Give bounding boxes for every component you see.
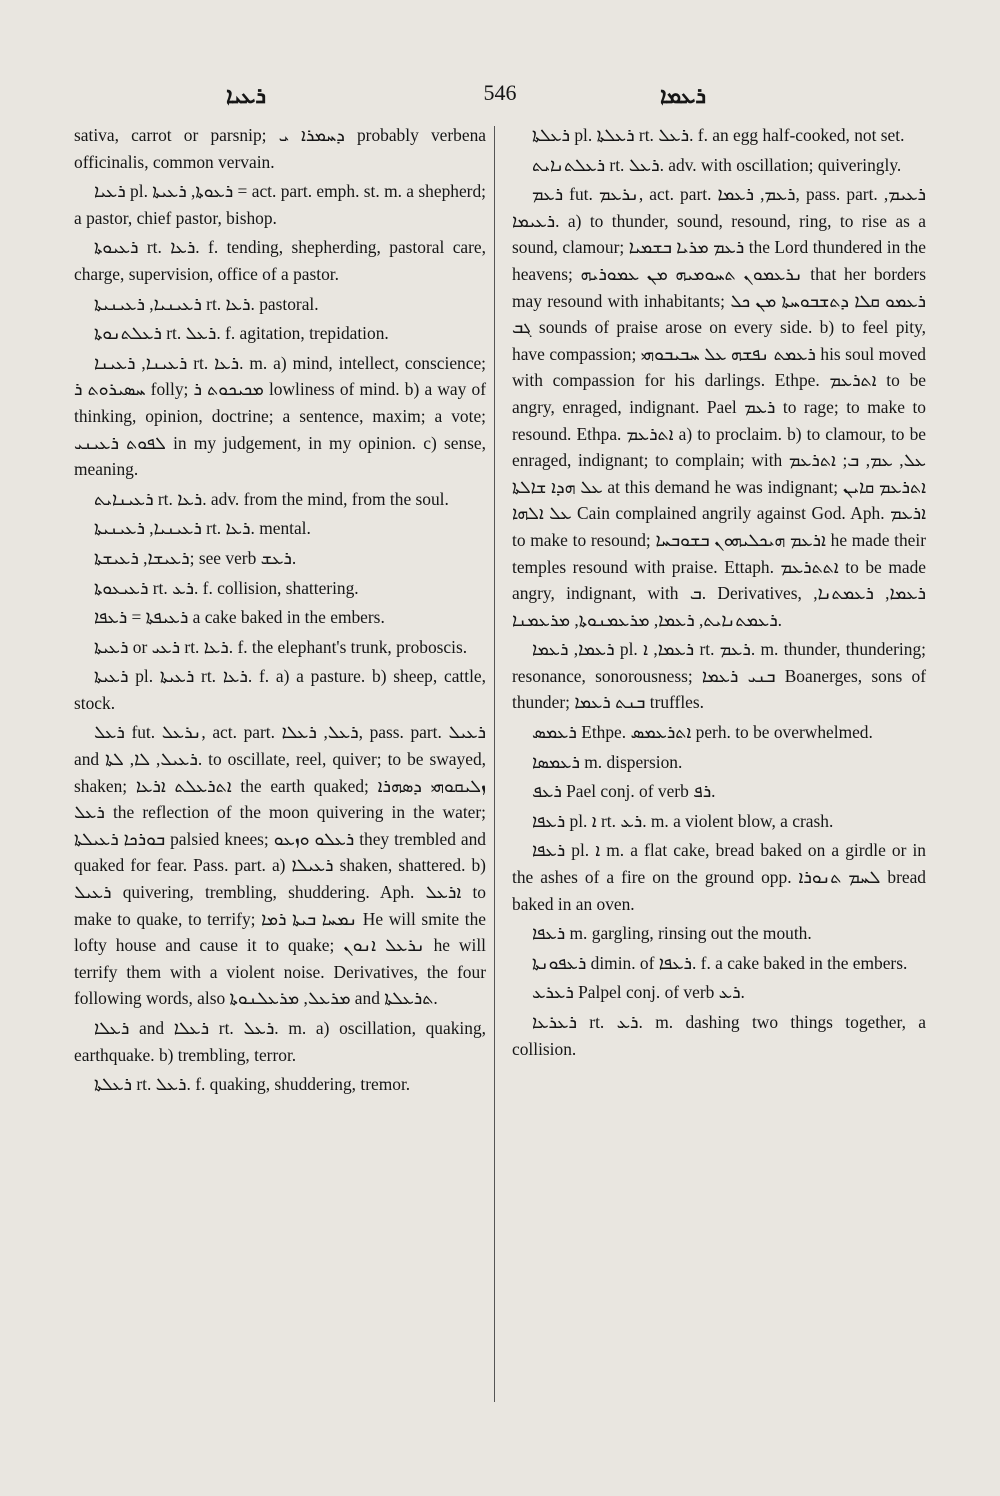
dictionary-entry: ܪܥܦ Pael conj. of verb ܪܦ. (532, 781, 716, 802)
dictionary-entry: ܪܥܡܣܐ m. dispersion. (532, 751, 683, 772)
dictionary-entry: ܪܥܝܬܐ or ܪܥܝ rt. ܪܥܐ. f. the elephant's trunk, proboscis. (94, 636, 468, 657)
dictionary-entry: ܪܥܪܥܐ rt. ܪܥ. m. dashing two things together, a collision. (512, 1012, 927, 1059)
dictionary-entry: ܪܥܠ fut. ܢܪܥܠ, act. part. ܪܥܠ, ܪܥܠܐ, pass. part. ܪܥܝܠ and ܪܥܝܠ, ܠܐ, ܠܬܐ. to oscillate, reel, quiver; to be swayed, shaken; ܐܬܪܥܠܬ ܐܪܥܐ the earth quaked; ܙܠܝܩܘܗܝ ܕܣܗܪܐ ܪܥܠ the reflection of the moon quivering in the water; ܒܘܪܟܐ ܪܥܝܠܬܐ palsied knees; ܪܥܠܘ ܘܙܥܘ they trembled and quaked for fear. Pass. part. a) ܪܥܝܠܐ shaken, shattered. b) ܪܥܝܠ quivering, trembling, shuddering. Aph. ܐܪܥܠ to make to quake, to terrify; ܢܡܚܐ ܒܝܬܐ ܪܡܐ He will smite the lofty house and cause it to quake; ܢܪܥܠ ܐܢܘܢ he will terrify them with a violent noise. Derivatives, the four following words, also ܡܪܥܠ, ܡܪܥܠܢܘܬܐ and ܬܪܥܠܬܐ. (74, 722, 486, 1009)
dictionary-entry: ܪܥܠܐ and ܪܥܠܐ rt. ܪܥܠ. m. a) oscillation, quaking, earthquake. b) trembling, terror. (74, 1018, 486, 1065)
page-header (0, 80, 1000, 114)
dictionary-entry: ܪܥܡܣ Ethpe. ܐܬܪܥܡܣ perh. to be overwhelmed. (532, 722, 873, 743)
dictionary-entry: ܪܥܝܢܐ, ܪܥܝܢܐ rt. ܪܥܐ. m. a) mind, intellect, conscience; ܚܣܝܪܘܬ ܪ folly; ܡܟܝܟܘܬ ܪ lowliness of mind. b) a way of thinking, opinion, doctrine; a sentence, maxim; a vote; ܠܦܘܬ ܪܥܝܢܝ in my judgement, in my opinion. c) sense, meaning. (74, 352, 487, 480)
dictionary-entry: ܪܥܝܬܐ pl. ܪܥܝܬܐ rt. ܪܥܐ. f. a) a pasture. b) sheep, cattle, stock. (74, 666, 486, 713)
dictionary-entry: ܪܥܦܘܢܬܐ dimin. of ܪܥܦܐ. f. a cake baked in the embers. (532, 952, 908, 973)
dictionary-entry: ܪܥܠܬܢܘܬܐ rt. ܪܥܠ. f. agitation, trepidation. (94, 323, 389, 344)
dictionary-entry: ܪܥܦܐ pl. ܐ m. a flat cake, bread baked on a girdle or in the ashes of a fire on the ground opp. ܠܚܡ ܬܢܘܪܐ bread baked in an oven. (512, 840, 927, 914)
dictionary-entry: ܪܥܝܘܬܐ rt. ܪܥܐ. f. tending, shepherding, pastoral care, charge, supervision, office of a pastor. (74, 237, 487, 284)
dictionary-entry: ܪܥܠܬܢܐܝܬ rt. ܪܥܠ. adv. with oscillation; quiveringly. (532, 154, 902, 175)
column-divider (494, 126, 495, 1402)
dictionary-entry: ܪܥܦܐ pl. ܐ rt. ܪܥ. m. a violent blow, a crash. (532, 810, 834, 831)
dictionary-entry: ܪܥܠܬܐ pl. ܪܥܠܬܐ rt. ܪܥܠ. f. an egg half-cooked, not set. (532, 125, 905, 145)
page-number: 546 (483, 80, 517, 105)
dictionary-entry: ܪܥܠܬܐ rt. ܪܥܠ. f. quaking, shuddering, tremor. (94, 1074, 411, 1095)
dictionary-entry: sativa, carrot or parsnip; ܕܚܡܪܐ ܝ probably verbena officinalis, common vervain. (74, 125, 486, 172)
right-column (512, 122, 926, 1065)
dictionary-entry: ܪܥܡ fut. ܢܪܥܡ, act. part. ܪܥܡ, ܪܥܡܐ, pass. part. ܪܥܝܡ, ܪܥܝܡܐ. a) to thunder, sound, resound, ring, to rise as a sound, clamour; ܪܥܡ ܡܪܝܐ ܒܫܡܝܐ the Lord thundered in the heavens; ܢܪܥܡܘܢ ܬܚܘܡܝܗ ܡܢ ܥܡܘܪܝܗ that her borders may resound with inhabitants; ܪܥܡܘ ܩܠܐ ܕܬܫܒܘܚܬܐ ܡܢ ܟܠ ܓܒ sounds of praise arose on every side. b) to feel pity, have compassion; ܪܥܡܬ ܢܦܫܗ ܥܠ ܚܒܝܒܘܗܝ his soul moved with compassion for his darlings. Ethpe. ܐܬܪܥܡ to be angry, enraged, indignant. Pael ܪܥܡ to rage; to make to resound. Ethpa. ܐܬܪܥܡ a) to proclaim. b) to clamour, to be enraged, indignant; to complain; with ܥܠ, ܥܡ, ܒ; ܐܬܪܥܡ ܥܠ ܗܕܐ ܫܐܠܬܐ at this demand he was indignant; ܐܬܪܥܡ ܩܐܝܢ ܥܠ ܐܠܗܐ Cain complained angrily against God. Aph. ܐܪܥܡ to make to resound; ܐܪܥܡ ܗܝܟܠܝܗܘܢ ܒܫܘܒܚܐ he made their temples resound with praise. Ettaph. ܐܬܬܪܥܡ to be made angry, indignant, with ܒ. Derivatives, ܪܥܡܐ, ܪܥܡܬܢܐ, ܪܥܡܬܢܐܝܬ, ܪܥܡܐ, ܡܪܥܡܢܘܬܐ, ܡܪܥܡܢܐ. (512, 184, 927, 630)
dictionary-entry: ܪܥܝܥܘܬܐ rt. ܪܥ. f. collision, shattering. (94, 577, 359, 598)
dictionary-entry: ܪܥܝܦܬܐ = ܪܥܦܐ a cake baked in the embers. (94, 607, 385, 628)
dictionary-entry: ܪܥܡܐ, ܪܥܡܐ pl. ܪܥܡܐ, ܐ rt. ܪܥܡ. m. thunder, thundering; resonance, sonorousness; ܒܢܝ ܪܥܡܐ Boanerges, sons of thunder; ܒܢܬ ܪܥܡܐ truffles. (512, 639, 926, 713)
dictionary-entry: ܪܥܦܐ m. gargling, rinsing out the mouth. (532, 923, 812, 944)
running-headword-left: ܪܥܝܐ (226, 84, 267, 109)
left-column (74, 122, 486, 1101)
dictionary-entry: ܪܥܪܥ Palpel conj. of verb ܪܥ. (532, 982, 745, 1003)
dictionary-entry: ܪܥܝܢܝܐ, ܪܥܝܢܝܬܐ rt. ܪܥܐ. pastoral. (94, 293, 319, 314)
dictionary-entry: ܪܥܝܐ pl. ܪܥܘܬܐ, ܪܥܝܬܐ = act. part. emph. st. m. a shepherd; a pastor, chief pastor, bishop. (74, 181, 486, 228)
dictionary-entry: ܪܥܝܢܝܐ, ܪܥܝܢܝܬܐ rt. ܪܥܐ. mental. (94, 518, 311, 539)
dictionary-entry: ܪܥܝܫܐ, ܪܥܝܫܬܐ; see verb ܪܥܫ. (94, 547, 297, 568)
dictionary-entry: ܪܥܝܢܐܝܬ rt. ܪܥܐ. adv. from the mind, from the soul. (94, 488, 449, 509)
running-headword-right: ܪܥܡܐ (660, 84, 707, 109)
